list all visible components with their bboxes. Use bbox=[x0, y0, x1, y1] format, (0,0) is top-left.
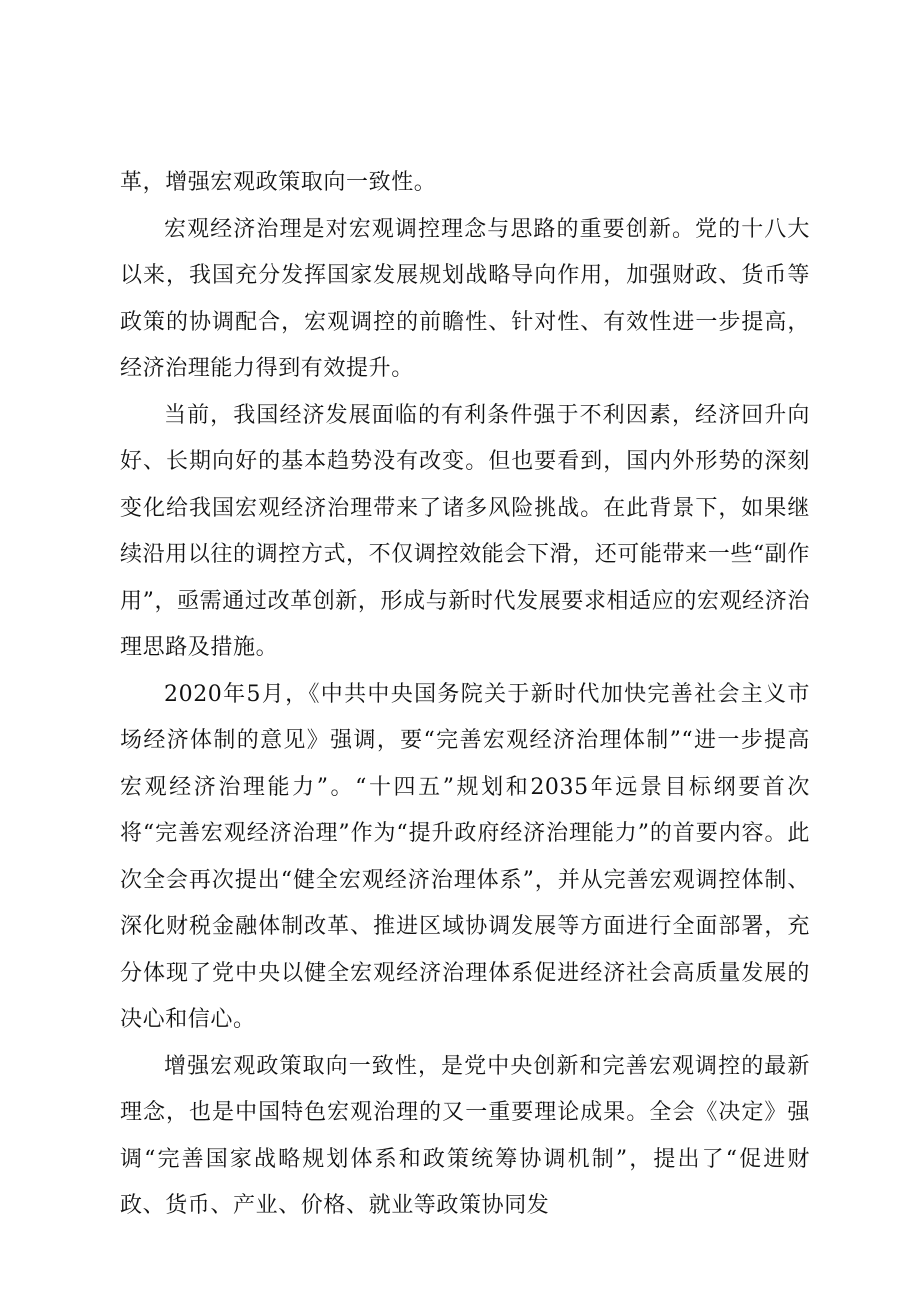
paragraph-current-situation: 当前，我国经济发展面临的有利条件强于不利因素，经济回升向好、长期向好的基本趋势没有改变。但也要看到，国内外形势的深刻变化给我国宏观经济治理带来了诸多风险挑战。在此背景下，如果继续沿用以往的调控方式，不仅调控效能会下滑，还可能带来一些“副作用”，亟需通过改革创新，形成与新时代发展要求相适应的宏观经济治理思路及措施。 bbox=[120, 402, 810, 660]
document-page bbox=[120, 160, 810, 1230]
paragraph-2020-policy: 2020年5月，《中共中央国务院关于新时代加快完善社会主义市场经济体制的意见》强调，要“完善宏观经济治理体制”“进一步提高宏观经济治理能力”。“十四五”规划和2035年远景目标纲要首次将“完善宏观经济治理”作为“提升政府经济治理能力”的首要内容。此次全会再次提出“健全宏观经济治理体系”，并从完善宏观调控体制、深化财税金融体制改革、推进区域协调发展等方面进行全面部署，充分体现了党中央以健全宏观经济治理体系促进经济社会高质量发展的决心和信心。 bbox=[120, 681, 810, 1032]
paragraph-macro-governance-innovation: 宏观经济治理是对宏观调控理念与思路的重要创新。党的十八大以来，我国充分发挥国家发展规划战略导向作用，加强财政、货币等政策的协调配合，宏观调控的前瞻性、针对性、有效性进一步提高，经济治理能力得到有效提升。 bbox=[120, 216, 810, 381]
paragraph-continuation: 革，增强宏观政策取向一致性。 bbox=[120, 170, 437, 195]
paragraph-policy-consistency: 增强宏观政策取向一致性，是党中央创新和完善宏观调控的最新理念，也是中国特色宏观治理的又一重要理论成果。全会《决定》强调“完善国家战略规划体系和政策统筹协调机制”，提出了“促进财政、货币、产业、价格、就业等政策协同发 bbox=[120, 1053, 810, 1218]
